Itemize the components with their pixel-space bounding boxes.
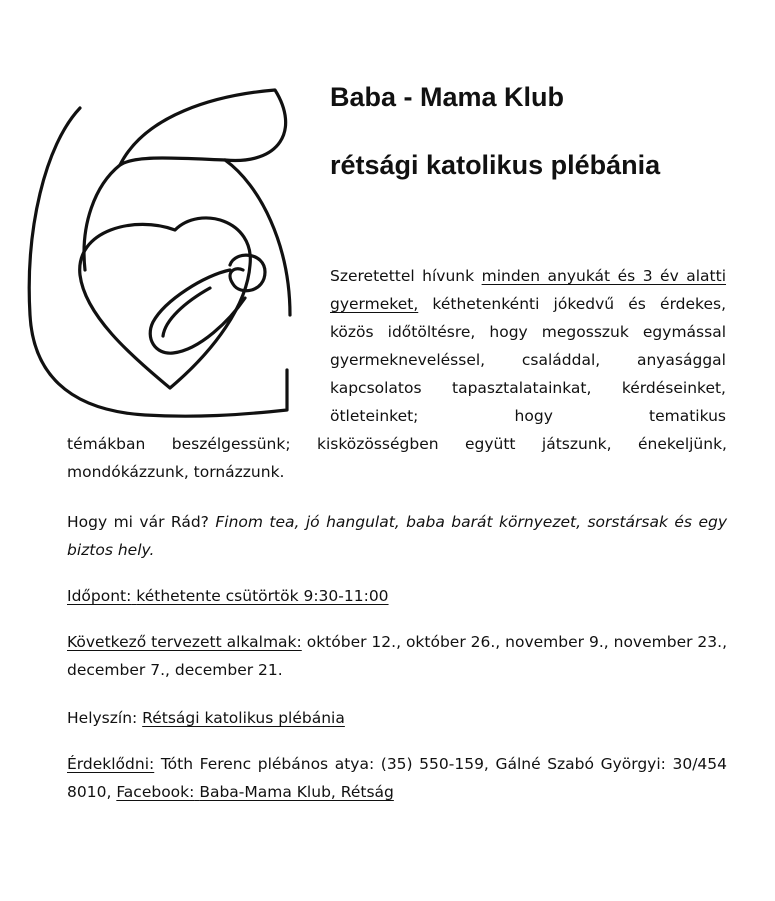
mother-and-baby-heart-logo: [25, 70, 310, 425]
upcoming-dates: október 12., október 26., november 9., november 23., december 7., december 21.: [67, 633, 728, 679]
facebook-label: Facebook:: [116, 783, 195, 801]
upcoming-label: Következő tervezett alkalmak:: [67, 633, 302, 651]
intro-lead: Szeretettel hívunk: [330, 267, 475, 285]
location-value: Rétsági katolikus plébánia: [142, 709, 345, 727]
contact-paragraph: [67, 750, 727, 806]
schedule-line: [67, 582, 727, 610]
offer-answer: Finom tea, jó hangulat, baba barát környezet, sorstársak és egy biztos hely.: [67, 513, 727, 559]
facebook-value: Baba-Mama Klub, Rétság: [199, 783, 394, 801]
contact-label: Érdeklődni:: [67, 755, 155, 773]
intro-emphasis: minden anyukát és 3 év alatti gyermeket,: [330, 267, 727, 313]
intro-continuation: témákban beszélgessünk; kisközösségben együtt játszunk, énekeljünk, mondókázzunk, tornázzunk.: [67, 435, 727, 481]
location-label: Helyszín:: [67, 709, 138, 727]
schedule-label: Időpont:: [67, 587, 132, 605]
schedule-value: kéthetente csütörtök 9:30-11:00: [136, 587, 389, 605]
page-subtitle: rétsági katolikus plébánia: [330, 150, 661, 180]
upcoming-paragraph: [67, 628, 727, 684]
intro-rest: kéthetenkénti jókedvű és érdekes, közös időtöltésre, hogy megosszuk egymással gyermekneveléssel, családdal, anyasággal kapcsolatos tapasztalatainkat, kérdéseinket, ötleteinket; hogy tematikus: [330, 295, 727, 425]
offer-question: Hogy mi vár Rád?: [67, 513, 209, 531]
offer-paragraph: [67, 508, 727, 564]
contact-text: Tóth Ferenc plébános atya: (35) 550-159, Gálné Szabó Györgyi: 30/454 8010,: [67, 755, 727, 801]
location-line: [67, 704, 727, 732]
intro-paragraph: [330, 262, 726, 430]
page-title: Baba - Mama Klub: [330, 82, 565, 112]
